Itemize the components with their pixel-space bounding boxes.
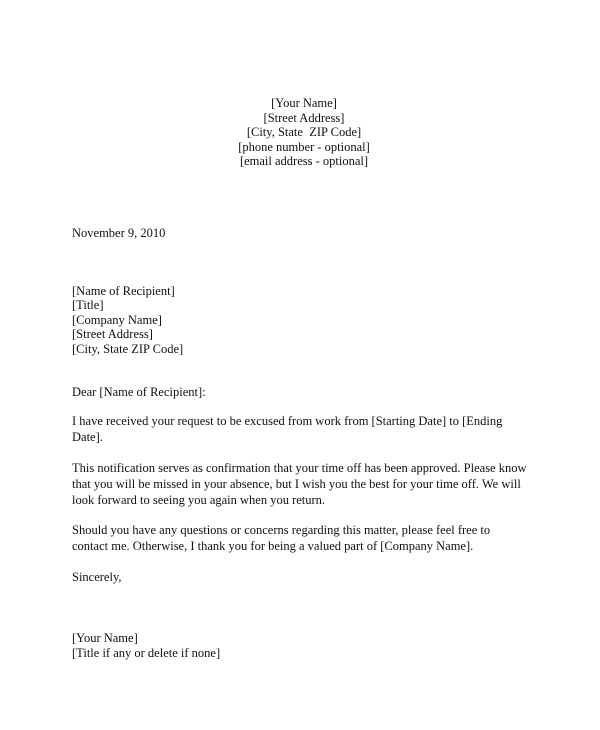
recipient-line-street: [Street Address] — [72, 327, 153, 342]
letter-date: November 9, 2010 — [72, 225, 166, 240]
letter-body — [72, 96, 528, 660]
recipient-line-title: [Title] — [72, 298, 104, 313]
sender-line-city: [City, State ZIP Code] — [246, 125, 362, 140]
signature-name: [Your Name] — [72, 631, 138, 646]
recipient-line-city: [City, State ZIP Code] — [72, 341, 184, 356]
sender-line-name: [Your Name] — [271, 96, 337, 110]
paragraph-1: I have received your request to be excused from work from [Starting Date] to [Ending Date]. — [72, 414, 503, 445]
salutation: Dear [Name of Recipient]: — [72, 384, 206, 399]
recipient-line-company: [Company Name] — [72, 312, 162, 327]
signature-block — [72, 631, 528, 660]
sender-address-block — [80, 96, 528, 169]
paragraph-3: Should you have any questions or concerns regarding this matter, please feel free to contact me. Otherwise, I thank you for being a valued part of [Company Name]. — [72, 523, 491, 554]
sender-line-street: [Street Address] — [263, 110, 345, 125]
sender-line-email: [email address - optional] — [239, 154, 369, 169]
recipient-address-block — [72, 284, 528, 357]
sender-line-phone: [phone number - optional] — [238, 139, 370, 154]
recipient-line-name: [Name of Recipient] — [72, 283, 175, 298]
paragraph-2: This notification serves as confirmation that your time off has been approved. Please know that you will be missed in your absence, but I wish you the best for your time off. We will look forward to seeing you again when you return. — [72, 460, 527, 507]
signature-title: [Title if any or delete if none] — [72, 645, 221, 660]
closing: Sincerely, — [72, 569, 122, 584]
